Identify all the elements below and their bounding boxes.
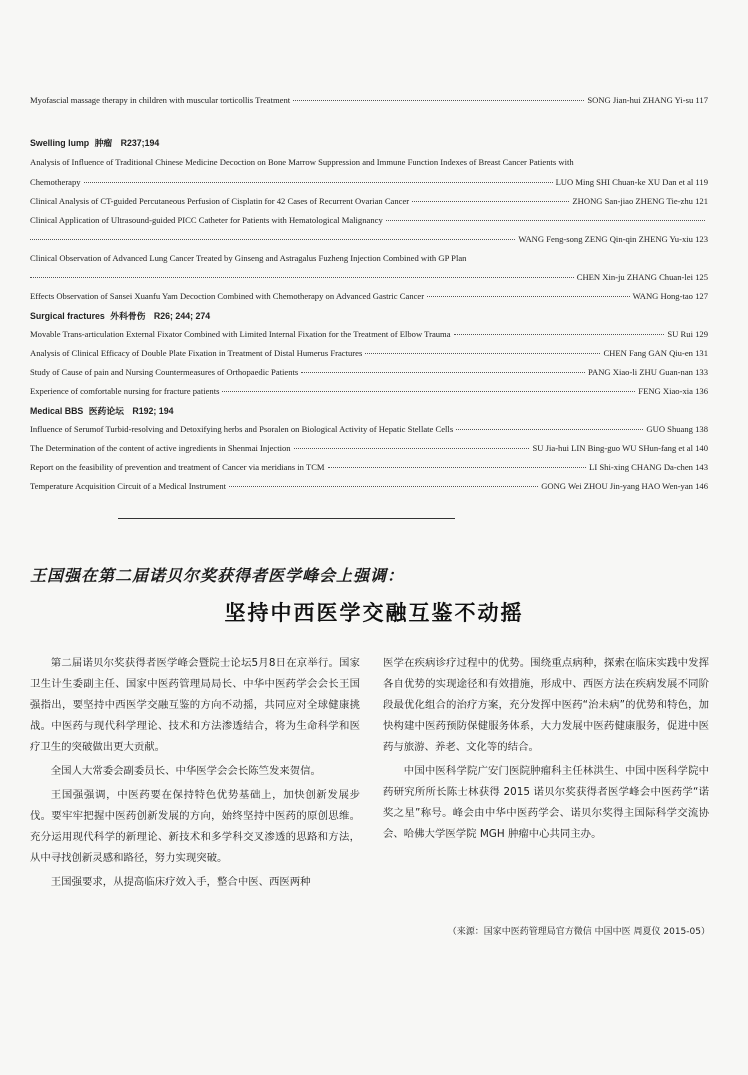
toc-entry-authors: SU Rui 129 bbox=[667, 329, 708, 339]
toc-entry-authors: WANG Hong-tao 127 bbox=[632, 291, 708, 301]
section-divider bbox=[118, 518, 455, 519]
toc-entry-title: Clinical Analysis of CT-guided Percutaneous Perfusion of Cisplatin for 42 Cases of Recurrent Ovarian Cancer bbox=[30, 196, 410, 206]
toc-entry bbox=[30, 215, 708, 225]
section-cn: 外科骨伤 bbox=[110, 311, 146, 321]
leader-dots bbox=[365, 353, 600, 354]
toc-entry bbox=[30, 462, 708, 472]
toc-entry-authors: PANG Xiao-li ZHU Guan-nan 133 bbox=[588, 367, 708, 377]
toc-entry-authors: GONG Wei ZHOU Jin-yang HAO Wen-yan 146 bbox=[541, 481, 708, 491]
toc-entry bbox=[30, 234, 708, 244]
toc-entry bbox=[30, 291, 708, 301]
article-column-right bbox=[383, 653, 709, 848]
leader-dots bbox=[30, 277, 574, 278]
toc-entry bbox=[30, 157, 708, 167]
toc-entry-authors: LUO Ming SHI Chuan-ke XU Dan et al 119 bbox=[555, 177, 708, 187]
toc-entry bbox=[30, 443, 708, 453]
toc-entry-authors: CHEN Xin-ju ZHANG Chuan-lei 125 bbox=[576, 272, 708, 282]
toc-entry-title: Influence of Serumof Turbid-resolving and Detoxifying herbs and Psoralen on Biological Activity of Hepatic Stellate Cells bbox=[30, 424, 454, 434]
leader-dots bbox=[386, 220, 705, 221]
leader-dots bbox=[294, 448, 530, 449]
toc-entry bbox=[30, 386, 708, 396]
section-cn: 肿瘤 bbox=[94, 138, 113, 148]
leader-dots bbox=[301, 372, 585, 373]
leader-dots bbox=[229, 486, 538, 487]
leader-dots bbox=[456, 429, 643, 430]
leader-dots bbox=[84, 182, 553, 183]
toc-entry bbox=[30, 196, 708, 206]
toc-entry-authors: FENG Xiao-xia 136 bbox=[638, 386, 708, 396]
toc-entry-authors: CHEN Fang GAN Qiu-en 131 bbox=[603, 348, 708, 358]
toc-entry-title: Analysis of Clinical Efficacy of Double Plate Fixation in Treatment of Distal Humerus Fractures bbox=[30, 348, 363, 358]
toc-entry-title: Clinical Application of Ultrasound-guided PICC Catheter for Patients with Hematological Malignancy bbox=[30, 215, 383, 225]
leader-dots bbox=[328, 467, 587, 468]
toc-entry bbox=[30, 348, 708, 358]
toc-entry bbox=[30, 95, 708, 105]
section-en: Swelling lump bbox=[30, 138, 90, 148]
toc-entry-authors: LI Shi-xing CHANG Da-chen 143 bbox=[589, 462, 708, 472]
section-codes: R26; 244; 274 bbox=[153, 311, 211, 321]
toc-entry bbox=[30, 272, 708, 282]
leader-dots bbox=[427, 296, 629, 297]
leader-dots bbox=[293, 100, 584, 101]
article-paragraph: 第二届诺贝尔奖获得者医学峰会暨院士论坛5月8日在京举行。国家卫生计生委副主任、国家中医药管理局局长、中华中医药学会会长王国强指出，要坚持中西医学交融互鉴的方向不动摇，共同应对全球健康挑战。中医药与现代科学理论、技术和方法渗透结合，将为生命科学和医疗卫生的突破做出更大贡献。 bbox=[30, 657, 360, 753]
toc-section-heading bbox=[30, 309, 210, 322]
toc-section-heading bbox=[30, 404, 174, 417]
article-headline: 坚持中西医学交融互鉴不动摇 bbox=[224, 601, 524, 625]
toc-entry-authors: WANG Feng-song ZENG Qin-qin ZHENG Yu-xiu 123 bbox=[518, 234, 708, 244]
article-paragraph: 中国中医科学院广安门医院肿瘤科主任林洪生、中国中医科学院中药研究所所长陈士林获得 2015 诺贝尔奖获得者医学峰会中医药学“诺奖之星”称号。峰会由中华中医药学会、诺贝尔奖得主国际科学交流协会、哈佛大学医学院 MGH 肿瘤中心共同主办。 bbox=[383, 765, 709, 840]
toc-entry-title: Temperature Acquisition Circuit of a Medical Instrument bbox=[30, 481, 227, 491]
article-source: （来源：国家中医药管理局官方微信 中国中医 周夏仪 2015-05） bbox=[447, 927, 710, 937]
article-paragraph: 医学在疾病诊疗过程中的优势。围绕重点病种，探索在临床实践中发挥各自优势的实现途径和有效措施，形成中、西医方法在疾病发展不同阶段最优化组合的治疗方案，充分发挥中医药“治未病”的优势和特色，加快构建中医药预防保健服务体系，大力发展中医药健康服务，促进中医药与旅游、养老、文化等的结合。 bbox=[383, 657, 709, 753]
toc-entry-title: Movable Trans-articulation External Fixator Combined with Limited Internal Fixation for the Treatment of Elbow Trauma bbox=[30, 329, 451, 339]
toc-entry-authors: GUO Shuang 138 bbox=[646, 424, 708, 434]
leader-dots bbox=[454, 334, 665, 335]
toc-entry-title: The Determination of the content of active ingredients in Shenmai Injection bbox=[30, 443, 291, 453]
toc-entry bbox=[30, 367, 708, 377]
toc-entry-title: Report on the feasibility of prevention and treatment of Cancer via meridians in TCM bbox=[30, 462, 325, 472]
article-paragraph: 王国强要求，从提高临床疗效入手，整合中医、西医两种 bbox=[50, 876, 311, 888]
article-paragraph: 王国强强调，中医药要在保持特色优势基础上，加快创新发展步伐。要牢牢把握中医药创新发展的方向，始终坚持中医药的原创思维。充分运用现代科学的新理论、新技术和多学科交叉渗透的思路和方法，从中寻找创新灵感和路径，努力实现突破。 bbox=[30, 789, 360, 864]
section-codes: R237;194 bbox=[120, 138, 160, 148]
leader-dots bbox=[30, 239, 515, 240]
toc-entry bbox=[30, 177, 708, 187]
toc-entry-title: Myofascial massage therapy in children with muscular torticollis Treatment bbox=[30, 95, 291, 105]
toc-section-heading bbox=[30, 136, 159, 149]
toc-entry bbox=[30, 253, 708, 263]
leader-dots bbox=[412, 201, 569, 202]
toc-entry-title: Analysis of Influence of Traditional Chinese Medicine Decoction on Bone Marrow Suppression and Immune Function Indexes of Breast Cancer Patients with bbox=[30, 157, 574, 167]
article-paragraph: 全国人大常委会副委员长、中华医学会会长陈竺发来贺信。 bbox=[50, 765, 321, 777]
toc-entry-title: Clinical Observation of Advanced Lung Cancer Treated by Ginseng and Astragalus Fuzheng Injection Combined with GP Plan bbox=[30, 253, 467, 263]
toc-entry-authors: ZHONG San-jiao ZHENG Tie-zhu 121 bbox=[572, 196, 708, 206]
toc-entry-title: Chemotherapy bbox=[30, 177, 81, 187]
toc-entry-authors: SONG Jian-hui ZHANG Yi-su 117 bbox=[587, 95, 708, 105]
toc-entry-title: Effects Observation of Sansei Xuanfu Yam Decoction Combined with Chemotherapy on Advanced Gastric Cancer bbox=[30, 291, 425, 301]
toc-entry-title: Study of Cause of pain and Nursing Countermeasures of Orthopaedic Patients bbox=[30, 367, 299, 377]
section-codes: R192; 194 bbox=[132, 406, 174, 416]
article-kicker: 王国强在第二届诺贝尔奖获得者医学峰会上强调： bbox=[30, 566, 405, 585]
section-en: Medical BBS bbox=[30, 406, 84, 416]
section-cn: 医药论坛 bbox=[88, 406, 124, 416]
toc-entry bbox=[30, 329, 708, 339]
section-en: Surgical fractures bbox=[30, 311, 105, 321]
toc-entry-title: Experience of comfortable nursing for fracture patients bbox=[30, 386, 220, 396]
toc-entry-authors: SU Jia-hui LIN Bing-guo WU SHun-fang et al 140 bbox=[532, 443, 708, 453]
article-column-left bbox=[30, 653, 360, 896]
toc-entry bbox=[30, 424, 708, 434]
toc-entry bbox=[30, 481, 708, 491]
leader-dots bbox=[222, 391, 635, 392]
